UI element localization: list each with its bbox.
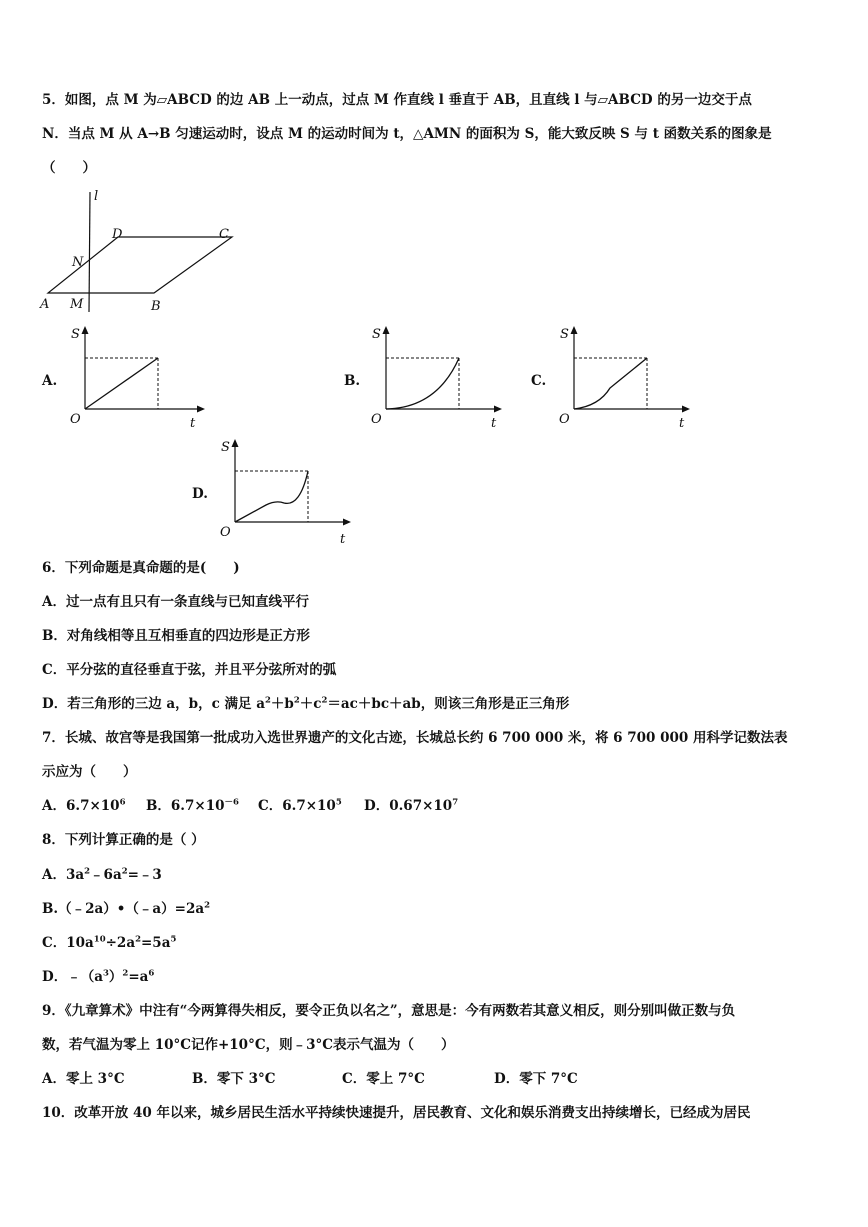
q9-option-d: D．零下 7°C xyxy=(494,1071,578,1087)
q8-option-c: C．$10a^{10}\div 2a^2=5a^5$ xyxy=(42,934,177,951)
q5-option-d-label: D. xyxy=(192,486,208,502)
q7-option-c: C．$6.7\times 10^5$ xyxy=(258,797,342,814)
q10-line1: 10．改革开放 40 年以来，城乡居民生活水平持续快速提升，居民教育、文化和娱乐消费支出持续增长，已经成为居民 xyxy=(42,1105,751,1121)
svg-text:O: O xyxy=(220,525,231,540)
svg-text:t: t xyxy=(340,532,346,547)
svg-text:S: S xyxy=(71,327,80,342)
q6-option-c: C．平分弦的直径垂直于弦，并且平分弦所对的弧 xyxy=(42,662,337,678)
q7-option-d: D．$0.67\times 10^7$ xyxy=(364,797,459,814)
graph-b-curve xyxy=(386,358,459,409)
svg-text:S: S xyxy=(372,327,381,342)
q9-option-b: B．零下 3°C xyxy=(192,1071,276,1087)
label-D: D xyxy=(112,227,123,242)
q5-graph-d xyxy=(216,433,366,545)
graph-c-curve xyxy=(574,358,647,409)
q5-option-a-label: A. xyxy=(42,373,58,389)
q6-option-d: D．若三角形的三边 a，b，c 满足 $a^2+b^2+c^2=ac+bc+ab$，则该三角形是正三角形 xyxy=(42,695,570,712)
label-A: A xyxy=(40,297,50,312)
q8-option-b: $B.(﹣2a)•(﹣a)=2a^2$ xyxy=(42,900,211,917)
svg-text:O: O xyxy=(559,412,570,427)
q8-stem: 8．下列计算正确的是（ ） xyxy=(42,832,205,848)
svg-text:O: O xyxy=(371,412,382,427)
svg-text:O: O xyxy=(70,412,81,427)
label-N: N xyxy=(72,255,84,270)
q7-option-b: B．$6.7\times 10^{-6}$ xyxy=(146,797,239,814)
q8-option-a: A．$3a^2﹣6a^2=﹣3$ xyxy=(42,866,162,883)
q7-line2: 示应为（ ） xyxy=(42,764,137,780)
svg-text:S: S xyxy=(221,440,230,455)
q5-graph-c xyxy=(555,320,705,430)
line-l xyxy=(89,192,90,312)
graph-d-curve xyxy=(235,471,308,522)
q6-option-a: A．过一点有且只有一条直线与已知直线平行 xyxy=(42,594,309,610)
label-C: C xyxy=(219,227,229,242)
q9-option-c: C．零上 7°C xyxy=(342,1071,425,1087)
svg-text:t: t xyxy=(491,416,497,431)
q9-option-a: A．零上 3°C xyxy=(42,1071,125,1087)
parallelogram-figure xyxy=(36,186,256,316)
q9-line1: 9．《九章算术》中注有“今两算得失相反，要令正负以名之”，意思是：今有两数若其意义相反，则分别叫做正数与负 xyxy=(42,1003,736,1019)
q6-option-b: B．对角线相等且互相垂直的四边形是正方形 xyxy=(42,628,310,644)
q5-line3: （ ） xyxy=(42,160,96,176)
q9-line2: 数，若气温为零上 10°C记作+10°C，则﹣3°C表示气温为（ ） xyxy=(42,1037,455,1053)
q5-option-b-label: B. xyxy=(344,373,361,389)
q5-graph-a xyxy=(66,320,216,430)
q5-graph-b xyxy=(367,320,517,430)
q6-stem: 6．下列命题是真命题的是( ) xyxy=(42,560,240,576)
label-M: M xyxy=(70,297,84,312)
label-l: l xyxy=(94,189,99,204)
q7-option-a: A．$6.7\times 10^6$ xyxy=(42,797,126,814)
svg-text:t: t xyxy=(679,416,685,431)
graph-a-curve xyxy=(85,358,158,409)
q8-option-d: D．$﹣(a^3)^2=a^6$ xyxy=(42,968,155,985)
q5-line1: 5．如图，点 M 为▱ABCD 的边 AB 上一动点，过点 M 作直线 l 垂直于 AB，且直线 l 与▱ABCD 的另一边交于点 xyxy=(42,92,752,108)
q7-line1: 7．长城、故宫等是我国第一批成功入选世界遗产的文化古迹，长城总长约 6 700 000 米，将 6 700 000 用科学记数法表 xyxy=(42,730,788,746)
svg-text:t: t xyxy=(190,416,196,431)
svg-text:S: S xyxy=(560,327,569,342)
label-B: B xyxy=(151,299,161,314)
q5-option-c-label: C. xyxy=(531,373,547,389)
q5-line2: N．当点 M 从 A→B 匀速运动时，设点 M 的运动时间为 t，△AMN 的面积为 S，能大致反映 S 与 t 函数关系的图象是 xyxy=(42,126,772,142)
